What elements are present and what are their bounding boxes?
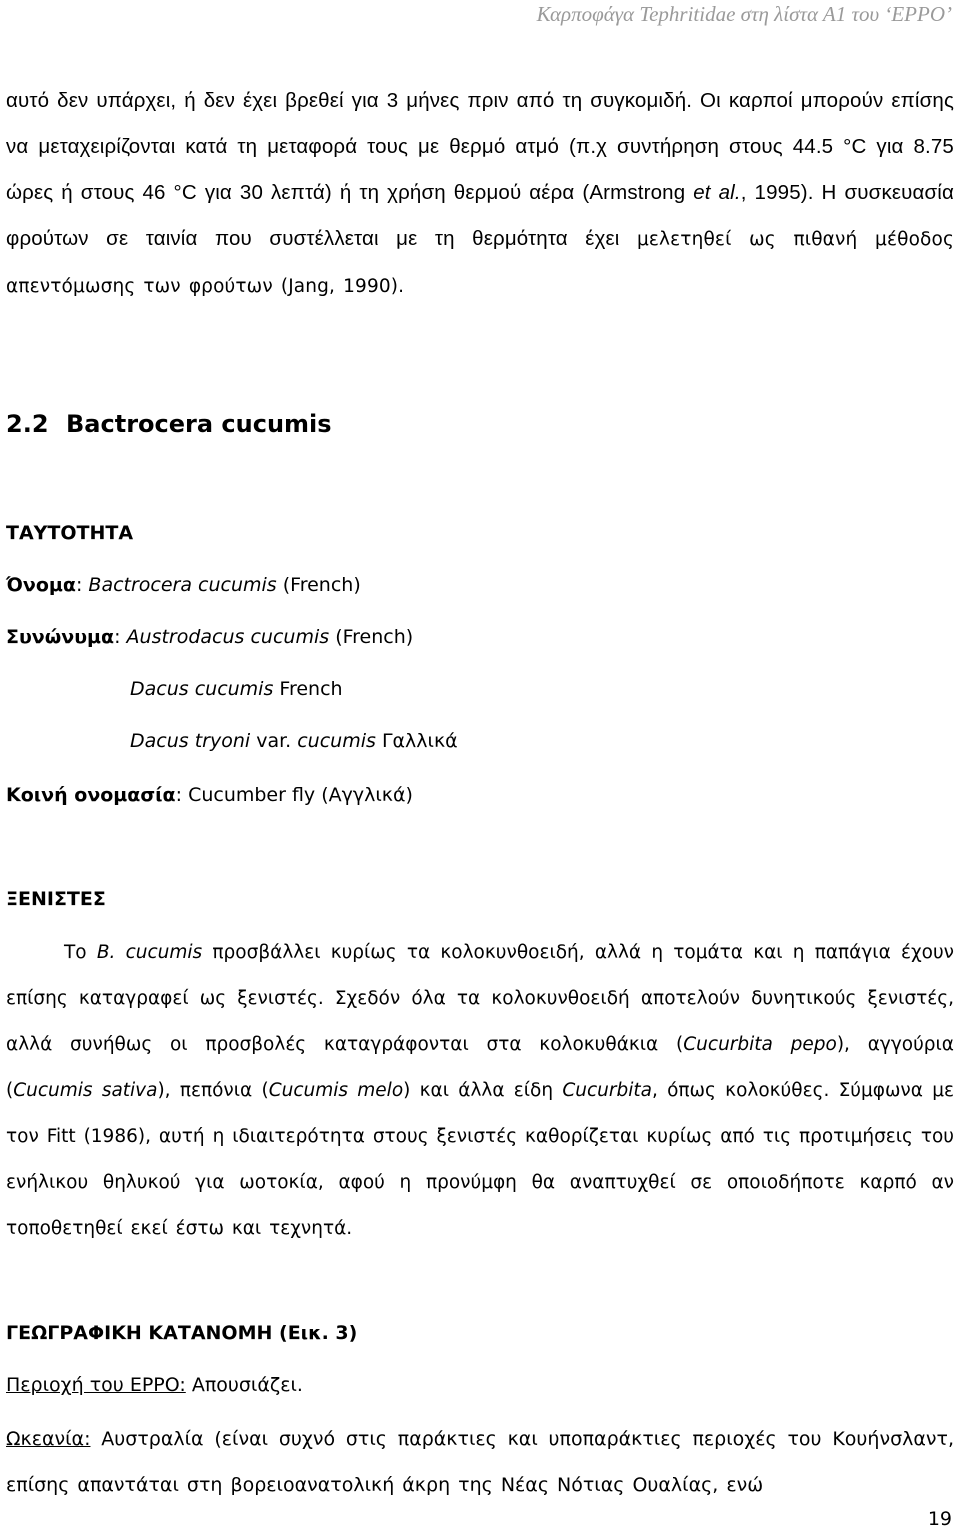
common-name-line: [6, 784, 954, 806]
common-name-label: Κοινή ονομασία: [6, 784, 176, 806]
hosts-species-3: Cucumis sativa: [13, 1080, 158, 1101]
eppo-region-value: Απουσιάζει.: [185, 1374, 303, 1396]
synonym-line-1: [6, 626, 954, 648]
section-number: 2.2: [6, 410, 49, 438]
hosts-text-6: , όπως κολοκύθες. Σύμφωνα με τον Fitt (1986), αυτή η ιδιαιτερότητα στους ξενιστές καθορίζεται κυρίως από τις προτιμήσεις του ενήλικου θηλυκού για ωοτοκία, αφού η προνύμφη θα αναπτυχθεί σε οποιοδήποτε καρπό αν τοποθετηθεί εκεί έστω και τεχνητά.: [6, 1080, 954, 1239]
synonym-3-var: var.: [250, 730, 298, 752]
hosts-text-1: Το: [64, 942, 97, 963]
hosts-species-5: Cucurbita: [562, 1080, 652, 1101]
synonym-3-value2: cucumis: [297, 730, 376, 752]
section-title: [6, 410, 954, 438]
intro-text-3: , 1995). Η συσκευασία φρούτων σε ταινία που συστέλλεται με τη θερμότητα έχει: [6, 181, 955, 250]
intro-paragraph: [6, 78, 954, 310]
hosts-paragraph: [6, 930, 954, 1252]
oceania-label: Ωκεανία:: [6, 1428, 91, 1450]
section-name: Bactrocera cucumis: [66, 410, 332, 438]
page-number: 19: [927, 1508, 952, 1530]
hosts-text-2: προσβάλλει κυρίως τα κολοκυνθοειδή, αλλά η τομάτα και η παπάγια έχουν επίσης καταγραφεί ως ξενιστές. Σχεδόν όλα τα κολοκυνθοειδή αποτελούν δυνητικούς ξενιστές, αλλά συνήθως οι προσβολές καταγράφονται στα κολοκυθάκια (: [6, 942, 955, 1055]
hosts-text-3: ), αγγούρια (: [6, 1034, 955, 1101]
common-name-value: Cucumber fly (Αγγλικά): [188, 784, 413, 806]
name-sep: :: [75, 574, 89, 596]
synonym-1-value: Austrodacus cucumis: [126, 626, 330, 648]
synonyms-label: Συνώνυμα: [6, 626, 115, 648]
name-line: [6, 574, 954, 596]
hosts-text-4: ), πεπόνια (: [157, 1080, 269, 1101]
intro-text-1: αυτό δεν υπάρχει, ή δεν έχει βρεθεί για 3 μήνες πριν από τη συγκομιδή. Οι καρποί μπορούν επίσης να μεταχειρίζονται κατά τη μεταφορά τους με θερμό ατμό (π.χ συντήρηση στους 44.5 °C για 8.75 ώρες ή στους 46 °C για 30 λεπτά) ή τη χρήση θερμού αέρα (Armstrong: [6, 89, 954, 204]
name-label: Όνομα: [6, 574, 76, 596]
synonym-3-value: Dacus tryoni: [130, 730, 251, 752]
hosts-species-1: B. cucumis: [96, 942, 203, 963]
synonym-1-author: (French): [329, 626, 414, 648]
identity-heading: ΤΑΥΤΟΤΗΤΑ: [6, 522, 134, 544]
synonym-line-2: [6, 678, 954, 700]
intro-text-4: μελετηθεί ως πιθανή μέθοδος απεντόμωσης των φρούτων (Jang, 1990).: [6, 229, 954, 297]
name-author: (French): [276, 574, 361, 596]
oceania-value: Αυστραλία (είναι συχνό στις παράκτιες και υποπαράκτιες περιοχές του Κουήνσλαντ, επίσης απαντάται στη βορειοανατολική άκρη της Νέας Νότιας Ουαλίας, ενώ: [6, 1428, 954, 1496]
eppo-region-line: [6, 1374, 954, 1396]
common-name-sep: :: [175, 784, 189, 806]
hosts-heading: ΞΕΝΙΣΤΕΣ: [6, 888, 106, 910]
synonym-3-author: Γαλλικά: [375, 730, 458, 752]
geo-heading: ΓΕΩΓΡΑΦΙΚΗ ΚΑΤΑΝΟΜΗ (Εικ. 3): [6, 1322, 358, 1344]
oceania-paragraph: [6, 1416, 954, 1508]
intro-et-al: et al.: [693, 181, 741, 204]
hosts-species-4: Cucumis melo: [268, 1080, 404, 1101]
eppo-region-label: Περιοχή του EPPO:: [6, 1374, 186, 1396]
name-value: Bactrocera cucumis: [88, 574, 277, 596]
hosts-species-2: Cucurbita pepo: [683, 1034, 837, 1055]
synonyms-sep: :: [114, 626, 127, 648]
synonym-2-author: French: [273, 678, 343, 700]
running-header: Καρποφάγα Tephritidae στη λίστα Α1 του ‘EPPO’: [536, 2, 952, 26]
hosts-text-5: ) και άλλα είδη: [403, 1080, 563, 1101]
synonym-2-value: Dacus cucumis: [130, 678, 274, 700]
synonym-line-3: [6, 730, 954, 752]
